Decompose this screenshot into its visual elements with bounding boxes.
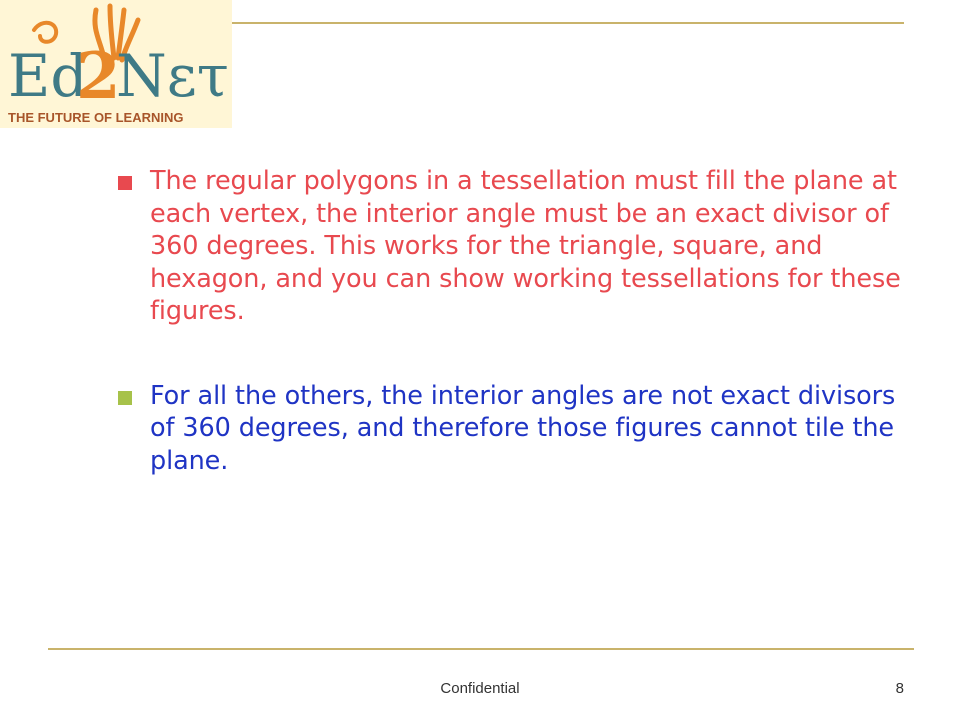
- logo-wordmark-right: Nετ: [116, 42, 229, 110]
- bullet-list: [118, 165, 908, 477]
- spiral-accent-icon: [34, 23, 56, 42]
- square-bullet-icon: [118, 176, 132, 190]
- logo-tagline: THE FUTURE OF LEARNING: [8, 110, 184, 125]
- bullet-text-2: For all the others, the interior angles are not exact divisors of 360 degrees, and therefore those figures cannot tile the plane.: [150, 380, 896, 476]
- bullet-item-2: [118, 380, 908, 478]
- page-number: 8: [895, 680, 904, 697]
- ed2net-logo-graphic: [0, 0, 232, 128]
- bullet-text-1: The regular polygons in a tessellation must fill the plane at each vertex, the interior angle must be an exact divisor of 360 degrees. This works for the triangle, square, and hexagon, and you can show working tessellations for these figures.: [150, 166, 901, 326]
- footer-confidential: Confidential: [440, 680, 520, 697]
- ed2net-logo: [0, 0, 232, 128]
- bottom-divider: [48, 648, 914, 650]
- top-divider: [232, 22, 904, 24]
- logo-wordmark-two: 2: [76, 39, 121, 114]
- square-bullet-icon: [118, 391, 132, 405]
- bullet-item-1: [118, 165, 908, 328]
- logo-wordmark-left: Ed: [8, 42, 88, 110]
